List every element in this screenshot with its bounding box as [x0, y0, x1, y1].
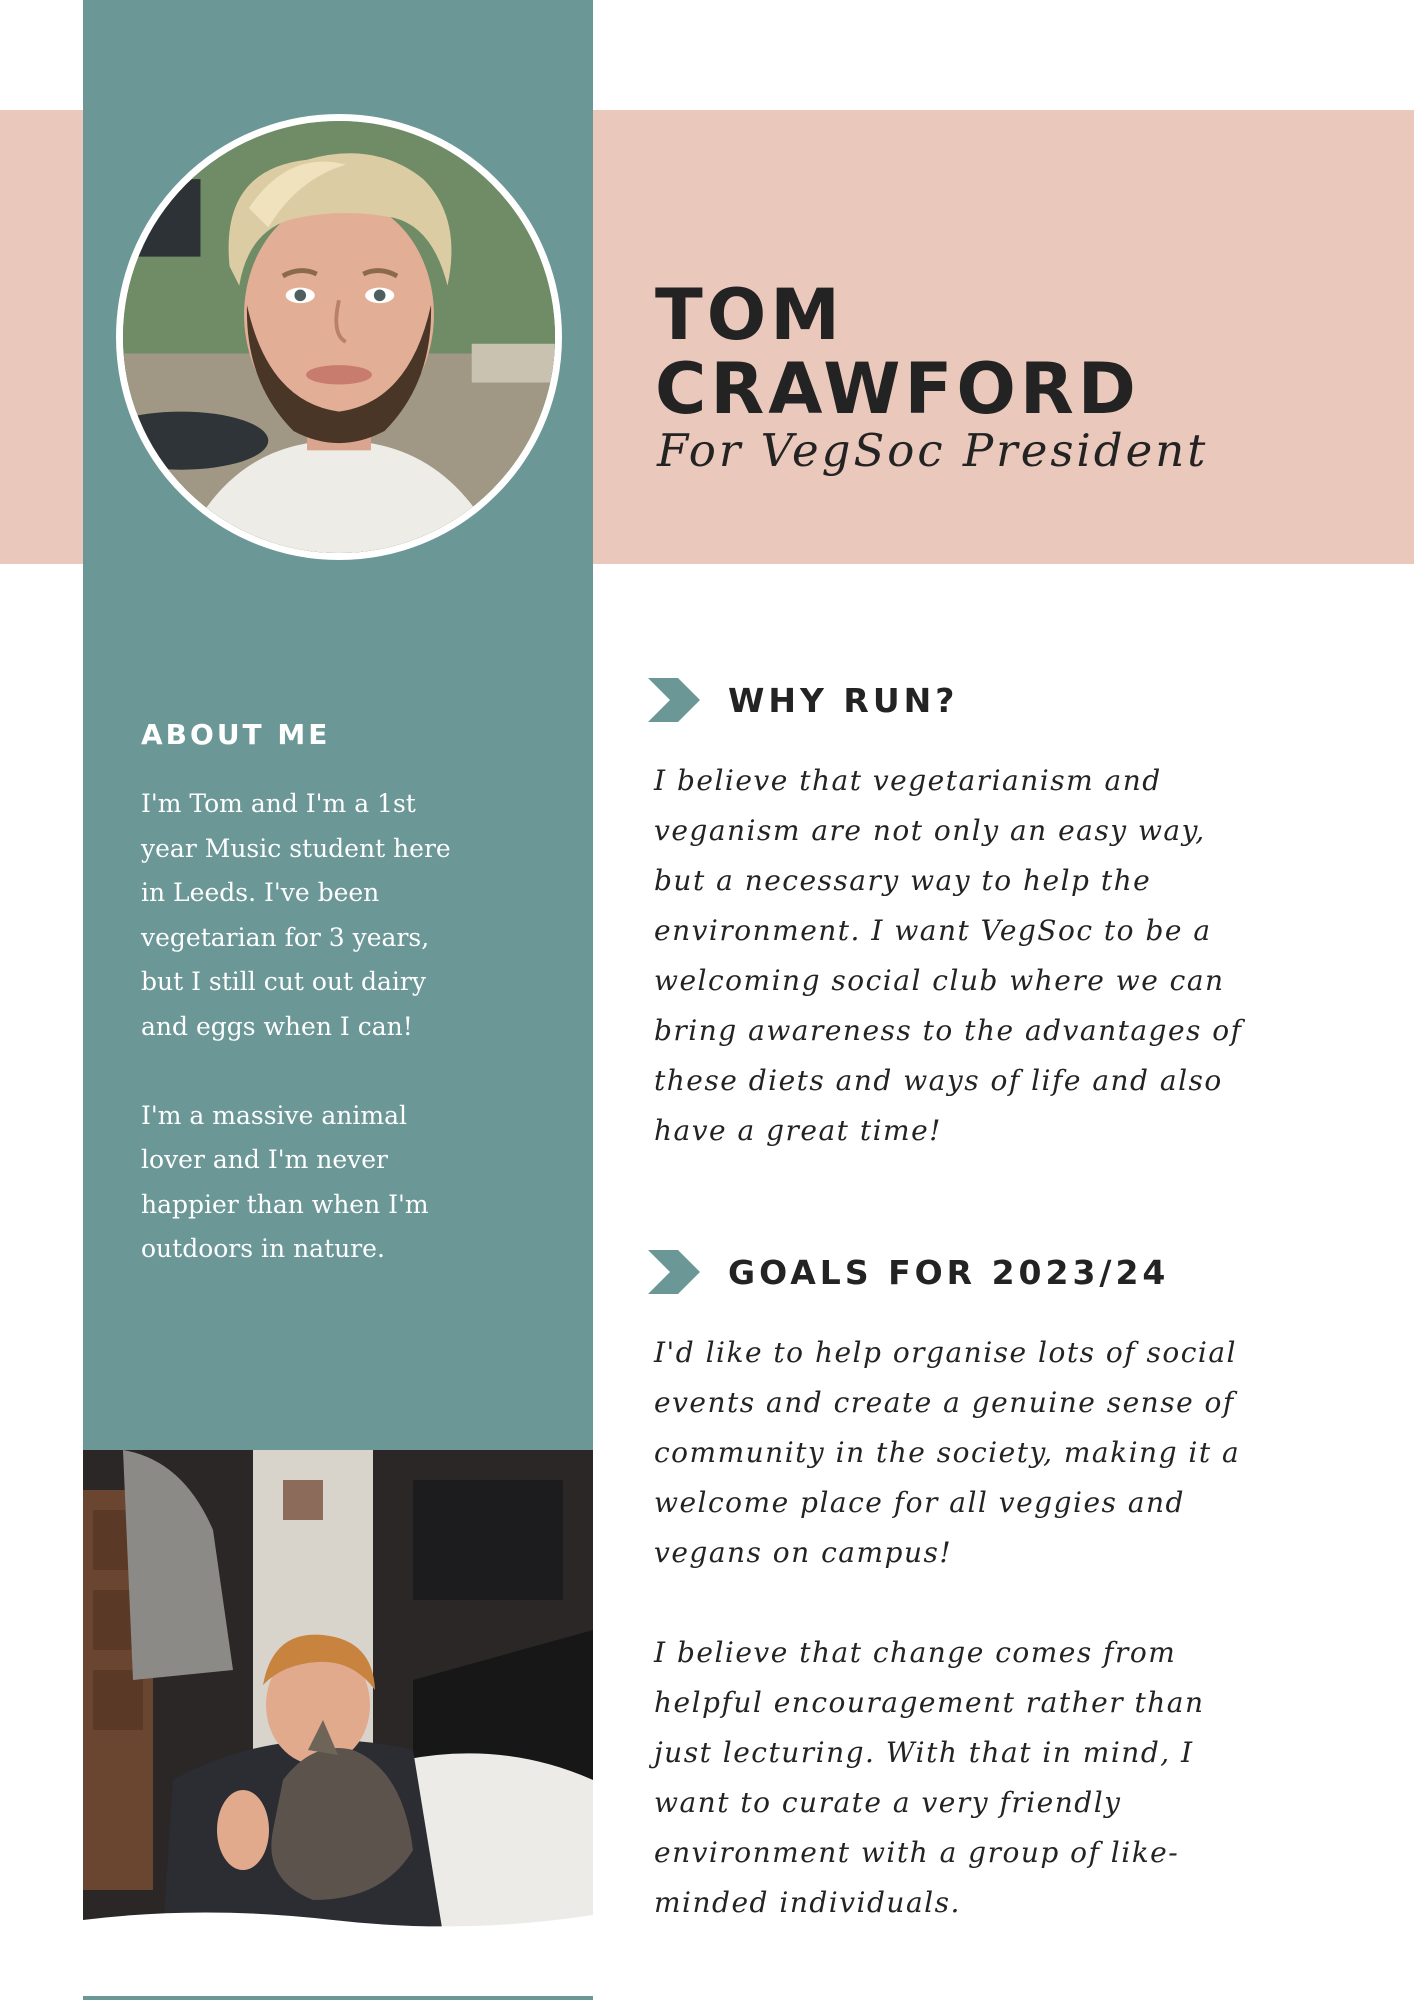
why-run-text	[654, 756, 1334, 1156]
about-line: year Music student here	[141, 833, 451, 863]
goals-line: minded individuals.	[654, 1886, 961, 1919]
about-line: vegetarian for 3 years,	[141, 922, 430, 952]
goals-line: community in the society, making it a	[654, 1436, 1241, 1469]
candidate-name	[655, 274, 1140, 430]
goals-line: events and create a genuine sense of	[654, 1386, 1235, 1419]
about-heading: ABOUT ME	[141, 718, 331, 751]
about-line: I'm a massive animal	[141, 1100, 407, 1130]
about-line: lover and I'm never	[141, 1145, 388, 1174]
why-run-line: have a great time!	[654, 1114, 942, 1147]
goals-line: I believe that change comes from	[654, 1636, 1177, 1669]
about-paragraph	[141, 782, 561, 1049]
goals-line: vegans on campus!	[654, 1536, 953, 1569]
why-run-line: bring awareness to the advantages of	[654, 1014, 1243, 1047]
paragraph-spacer	[654, 1578, 1334, 1628]
bottom-rule	[83, 1996, 593, 2000]
why-run-line: environment. I want VegSoc to be a	[654, 914, 1212, 947]
why-run-line: these diets and ways of life and also	[654, 1064, 1223, 1097]
goals-line: environment with a group of like-	[654, 1836, 1180, 1869]
goals-line: want to curate a very friendly	[654, 1786, 1122, 1819]
goals-text	[654, 1328, 1334, 1928]
about-line: I'm Tom and I'm a 1st	[141, 789, 416, 818]
why-run-line: I believe that vegetarianism and	[654, 764, 1162, 797]
goals-line: helpful encouragement rather than	[654, 1686, 1205, 1719]
goals-heading	[648, 1250, 1169, 1294]
goals-line: welcome place for all veggies and	[654, 1486, 1185, 1519]
profile-photo	[116, 114, 562, 560]
candidate-subtitle: For VegSoc President	[657, 424, 1209, 477]
bedroom-photo	[83, 1450, 593, 1934]
about-line: happier than when I'm	[141, 1189, 429, 1219]
about-text	[141, 782, 561, 1316]
about-paragraph	[141, 1094, 561, 1272]
chevron-right-icon	[648, 678, 700, 722]
about-line: but I still cut out dairy	[141, 967, 426, 996]
about-line: outdoors in nature.	[141, 1234, 385, 1263]
why-run-heading	[648, 678, 958, 722]
why-run-title: WHY RUN?	[728, 680, 959, 720]
first-name: TOM	[655, 274, 844, 356]
why-run-line: welcoming social club where we can	[654, 964, 1225, 997]
goals-line: just lecturing. With that in mind, I	[654, 1736, 1194, 1769]
about-line: in Leeds. I've been	[141, 878, 380, 907]
about-line: and eggs when I can!	[141, 1011, 413, 1041]
last-name: CRAWFORD	[655, 348, 1140, 430]
goals-title: GOALS FOR 2023/24	[728, 1252, 1170, 1292]
why-run-line: but a necessary way to help the	[654, 864, 1152, 897]
chevron-right-icon	[648, 1250, 700, 1294]
goals-line: I'd like to help organise lots of social	[654, 1336, 1237, 1369]
why-run-line: veganism are not only an easy way,	[654, 814, 1206, 847]
